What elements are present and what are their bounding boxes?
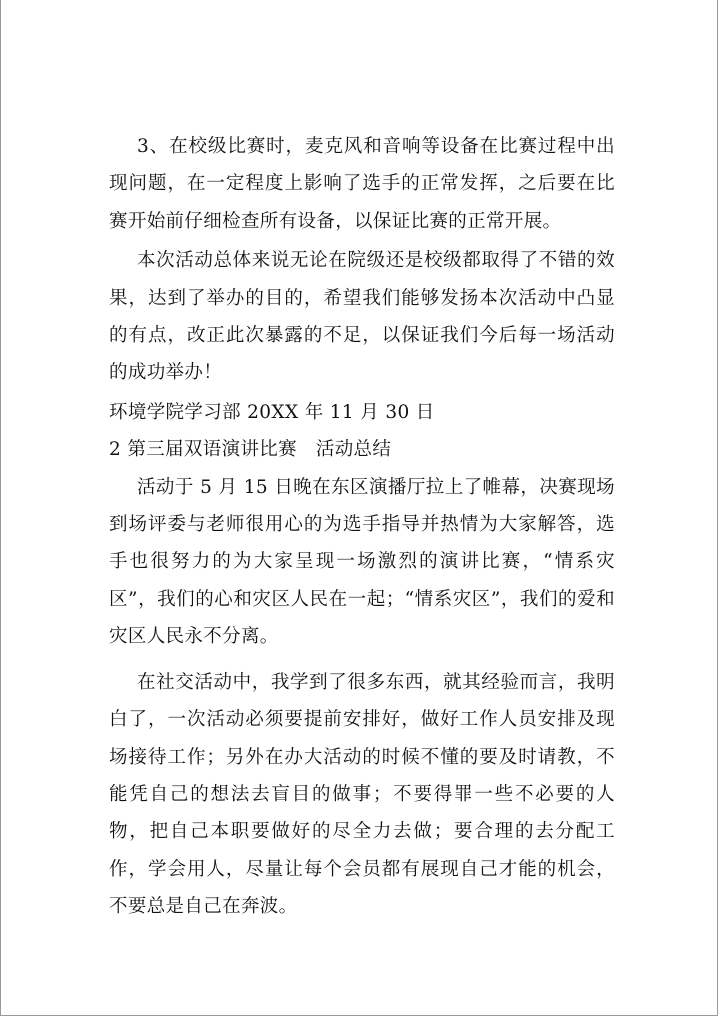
paragraph-event-description: 活动于 5 月 15 日晚在东区演播厅拉上了帷幕，决赛现场到场评委与老师很用心的为选手指导并热情为大家解答，选手也很努力的为大家呈现一场激烈的演讲比赛，“情系灾区”，我们的心和灾区人民在一起；“情系灾区”，我们的爱和灾区人民永不分离。 bbox=[109, 476, 615, 648]
section-heading: 2 第三届双语演讲比赛 活动总结 bbox=[109, 439, 392, 461]
signature-date-line: 环境学院学习部 20XX 年 11 月 30 日 bbox=[109, 401, 435, 423]
document-body bbox=[109, 128, 615, 926]
paragraph-overall-summary: 本次活动总体来说无论在院级还是校级都取得了不错的效果，达到了举办的目的，希望我们能够发扬本次活动中凸显的有点，改正此次暴露的不足，以保证我们今后每一场活动的成功举办！ bbox=[109, 250, 615, 384]
paragraph-experience-reflection: 在社交活动中，我学到了很多东西，就其经验而言，我明白了，一次活动必须要提前安排好，做好工作人员安排及现场接待工作；另外在办大活动的时候不懂的要及时请教，不能凭自己的想法去盲目的做事；不要得罪一些不必要的人物，把自己本职要做好的尽全力去做；要合理的去分配工作，学会用人，尽量让每个会员都有展现自己才能的机会，不要总是自己在奔波。 bbox=[109, 671, 615, 918]
paragraph-equipment-issue: 3、在校级比赛时，麦克风和音响等设备在比赛过程中出现问题，在一定程度上影响了选手的正常发挥，之后要在比赛开始前仔细检查所有设备，以保证比赛的正常开展。 bbox=[109, 136, 615, 232]
